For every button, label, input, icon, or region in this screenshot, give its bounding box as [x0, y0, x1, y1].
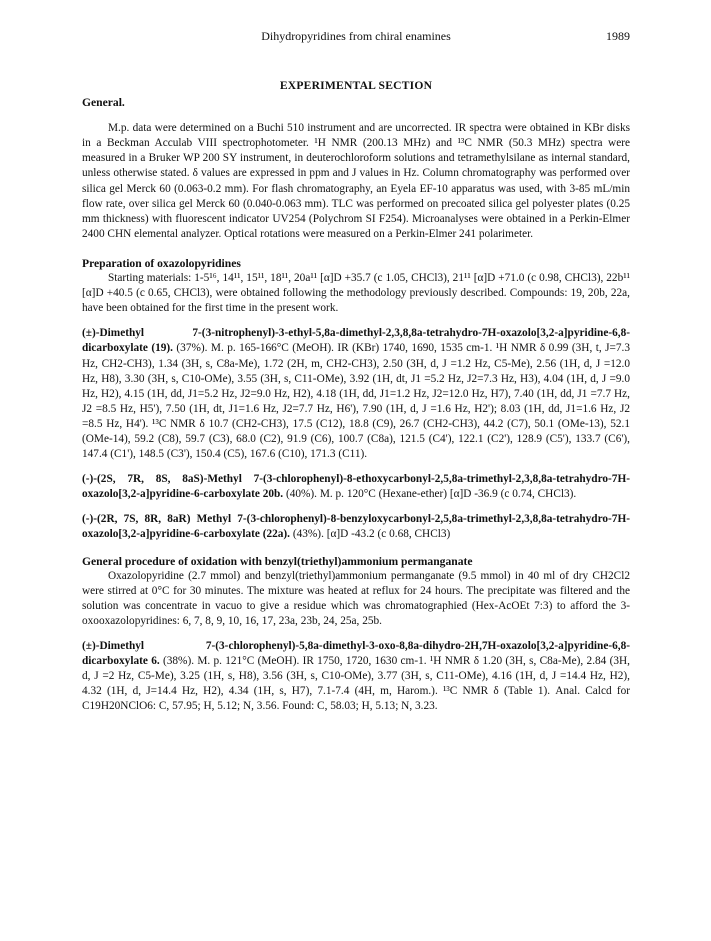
preparation-heading: Preparation of oxazolopyridines	[82, 256, 241, 270]
oxidation-heading: General procedure of oxidation with benzyl(triethyl)ammonium permanganate	[82, 554, 473, 568]
compound-22a-entry	[82, 512, 630, 542]
oxidation-paragraph: Oxazolopyridine (2.7 mmol) and benzyl(triethyl)ammonium permanganate (9.5 mmol) in 40 ml of dry CH2Cl2 were stirred at 0°C for 30 minutes. The mixture was heated at reflux for 24 hours. The precipitate was filtered and the solution was concentrate in vacuo to give a residue which was chromatographied (Hex-AcOEt 7:3) to afford the 3-oxooxazolopyridines: 6, 7, 8, 9, 10, 16, 17, 23a, 23b, 24, 25a, 25b.	[82, 569, 630, 627]
compound-6-entry	[82, 639, 630, 714]
compound-22a-title: (-)-(2R, 7S, 8R, 8aR) Methyl 7-(3-chlorophenyl)-8-benzyloxycarbonyl-2,5,8a-trimethyl-2,3,8,8a-tetrahydro-7H-oxazolo[3,2-a]pyridine-6-carboxylate (22a).	[82, 513, 630, 541]
section-title: EXPERIMENTAL SECTION	[279, 79, 433, 92]
compound-20b-entry	[82, 472, 630, 502]
compound-19-title: (±)-Dimethyl 7-(3-nitrophenyl)-3-ethyl-5,8a-dimethyl-2,3,8,8a-tetrahydro-7H-oxazolo[3,2-a]pyridine-6,8-dicarboxylate (19).	[82, 327, 630, 355]
general-paragraph: M.p. data were determined on a Buchi 510 instrument and are uncorrected. IR spectra were obtained in KBr disks in a Beckman Acculab VIII spectrophotometer. ¹H NMR (200.13 MHz) and ¹³C NMR (50.3 MHz) spectra were measured in a Bruker WP 200 SY instrument, in deuterochloroform solutions and tetramethylsilane as internal standard, unless otherwise stated. δ values are expressed in ppm and J values in Hz. Column chromatography was performed over silica gel Merck 60 (0.063-0.2 mm). For flash chromatography, an Eyela EF-10 apparatus was used, with 3-85 mL/min flow rate, over silica gel Merck 60 (0.040-0.063 mm). TLC was performed on precoated silica gel polyester plates (0.25 mm thickness) with fluorescent indicator UV254 (Polychrom SI F254). Microanalyses were obtained in a Perkin-Elmer 2400 CHN elemental analyzer. Optical rotations were measured on a Perkin-Elmer 241 polarimeter.	[82, 122, 630, 240]
running-title: Dihydropyridines from chiral enamines	[261, 29, 451, 43]
compound-20b-title: (-)-(2S, 7R, 8S, 8aS)-Methyl 7-(3-chlorophenyl)-8-ethoxycarbonyl-2,5,8a-trimethyl-2,3,8,8a-tetrahydro-7H-oxazolo[3,2-a]pyridine-6-carboxylate 20b.	[82, 473, 630, 501]
compound-20b-data: (40%). M. p. 120°C (Hexane-ether) [α]D -36.9 (c 0.74, CHCl3).	[283, 488, 577, 501]
main-content	[82, 78, 630, 714]
compound-19-entry	[82, 326, 630, 462]
compound-22a-data: (43%). [α]D -43.2 (c 0.68, CHCl3)	[290, 528, 451, 541]
compound-6-data: (38%). M. p. 121°C (MeOH). IR 1750, 1720, 1630 cm-1. ¹H NMR δ 1.20 (3H, s, C8a-Me), 2.84 (3H, d, J =2 Hz, C5-Me), 3.25 (1H, s, H8), 3.56 (3H, s, C10-OMe), 3.77 (3H, s, C11-OMe), 4.16 (1H, d, J =14.4 Hz, H2), 4.32 (1H, d, J=14.4 Hz, H2), 4.34 (1H, s, H7), 7.1-7.4 (4H, m, Harom.). ¹³C NMR δ (Table 1). Anal. Calcd for C19H20NClO6: C, 57.95; H, 5.12; N, 3.56. Found: C, 58.03; H, 5.13; N, 3.23.	[82, 655, 631, 713]
page-number: 1989	[606, 29, 630, 43]
general-heading: General.	[82, 96, 125, 110]
preparation-paragraph: Starting materials: 1-5¹⁶, 14¹¹, 15¹¹, 18¹¹, 20a¹¹ [α]D +35.7 (c 1.05, CHCl3), 21¹¹ [α]D +71.0 (c 0.98, CHCl3), 22b¹¹ [α]D +40.5 (c 0.65, CHCl3), were obtained following the methodology previously described. Compounds: 19, 20b, 22a, have been obtained for the first time in the present work.	[82, 272, 630, 315]
compound-19-data: (37%). M. p. 165-166°C (MeOH). IR (KBr) 1740, 1690, 1535 cm-1. ¹H NMR δ 0.99 (3H, t, J=7.3 Hz, CH2-CH3), 1.34 (3H, s, C8a-Me), 1.72 (2H, m, CH2-CH3), 2.50 (3H, d, J =1.2 Hz, C5-Me), 2.56 (1H, d, J =12.0 Hz, H8), 3.30 (3H, s, C10-OMe), 3.55 (3H, s, C11-OMe), 3.92 (1H, dt, J1 =5.2 Hz, J2=7.3 Hz, H3), 4.04 (1H, d, J =9.0 Hz, H2), 4.15 (1H, dd, J1=5.2 Hz, J2=9.0 Hz, H2), 4.18 (1H, dd, J1=1.2 Hz, J2=12.0 Hz, H7), 7.40 (1H, dd, J1 =7.7 Hz, J2 =8.5 Hz, H5'), 7.50 (1H, dt, J1=1.6 Hz, J2=7.7 Hz, H6'), 7.90 (1H, d, J =1.6 Hz, H2'); 8.03 (1H, dd, J1=1.6 Hz, J2 =8.5 Hz, H4'). ¹³C NMR δ 10.7 (CH2-CH3), 17.5 (C12), 18.8 (C9), 26.7 (CH2-CH3), 44.2 (C7), 50.1 (OMe-13), 52.1 (OMe-14), 59.2 (C8), 59.7 (C3), 68.0 (C2), 91.9 (C6), 100.7 (C8a), 121.5 (C4'), 122.1 (C2'), 128.9 (C5'), 133.7 (C6'), 147.4 (C1'), 148.5 (C3'), 150.4 (C5), 167.6 (C10), 171.3 (C11).	[82, 342, 631, 461]
compound-6-title: (±)-Dimethyl 7-(3-chlorophenyl)-5,8a-dimethyl-3-oxo-8,8a-dihydro-2H,7H-oxazolo[3,2-a]pyridine-6,8-dicarboxylate 6.	[82, 640, 630, 668]
running-header	[82, 29, 630, 45]
